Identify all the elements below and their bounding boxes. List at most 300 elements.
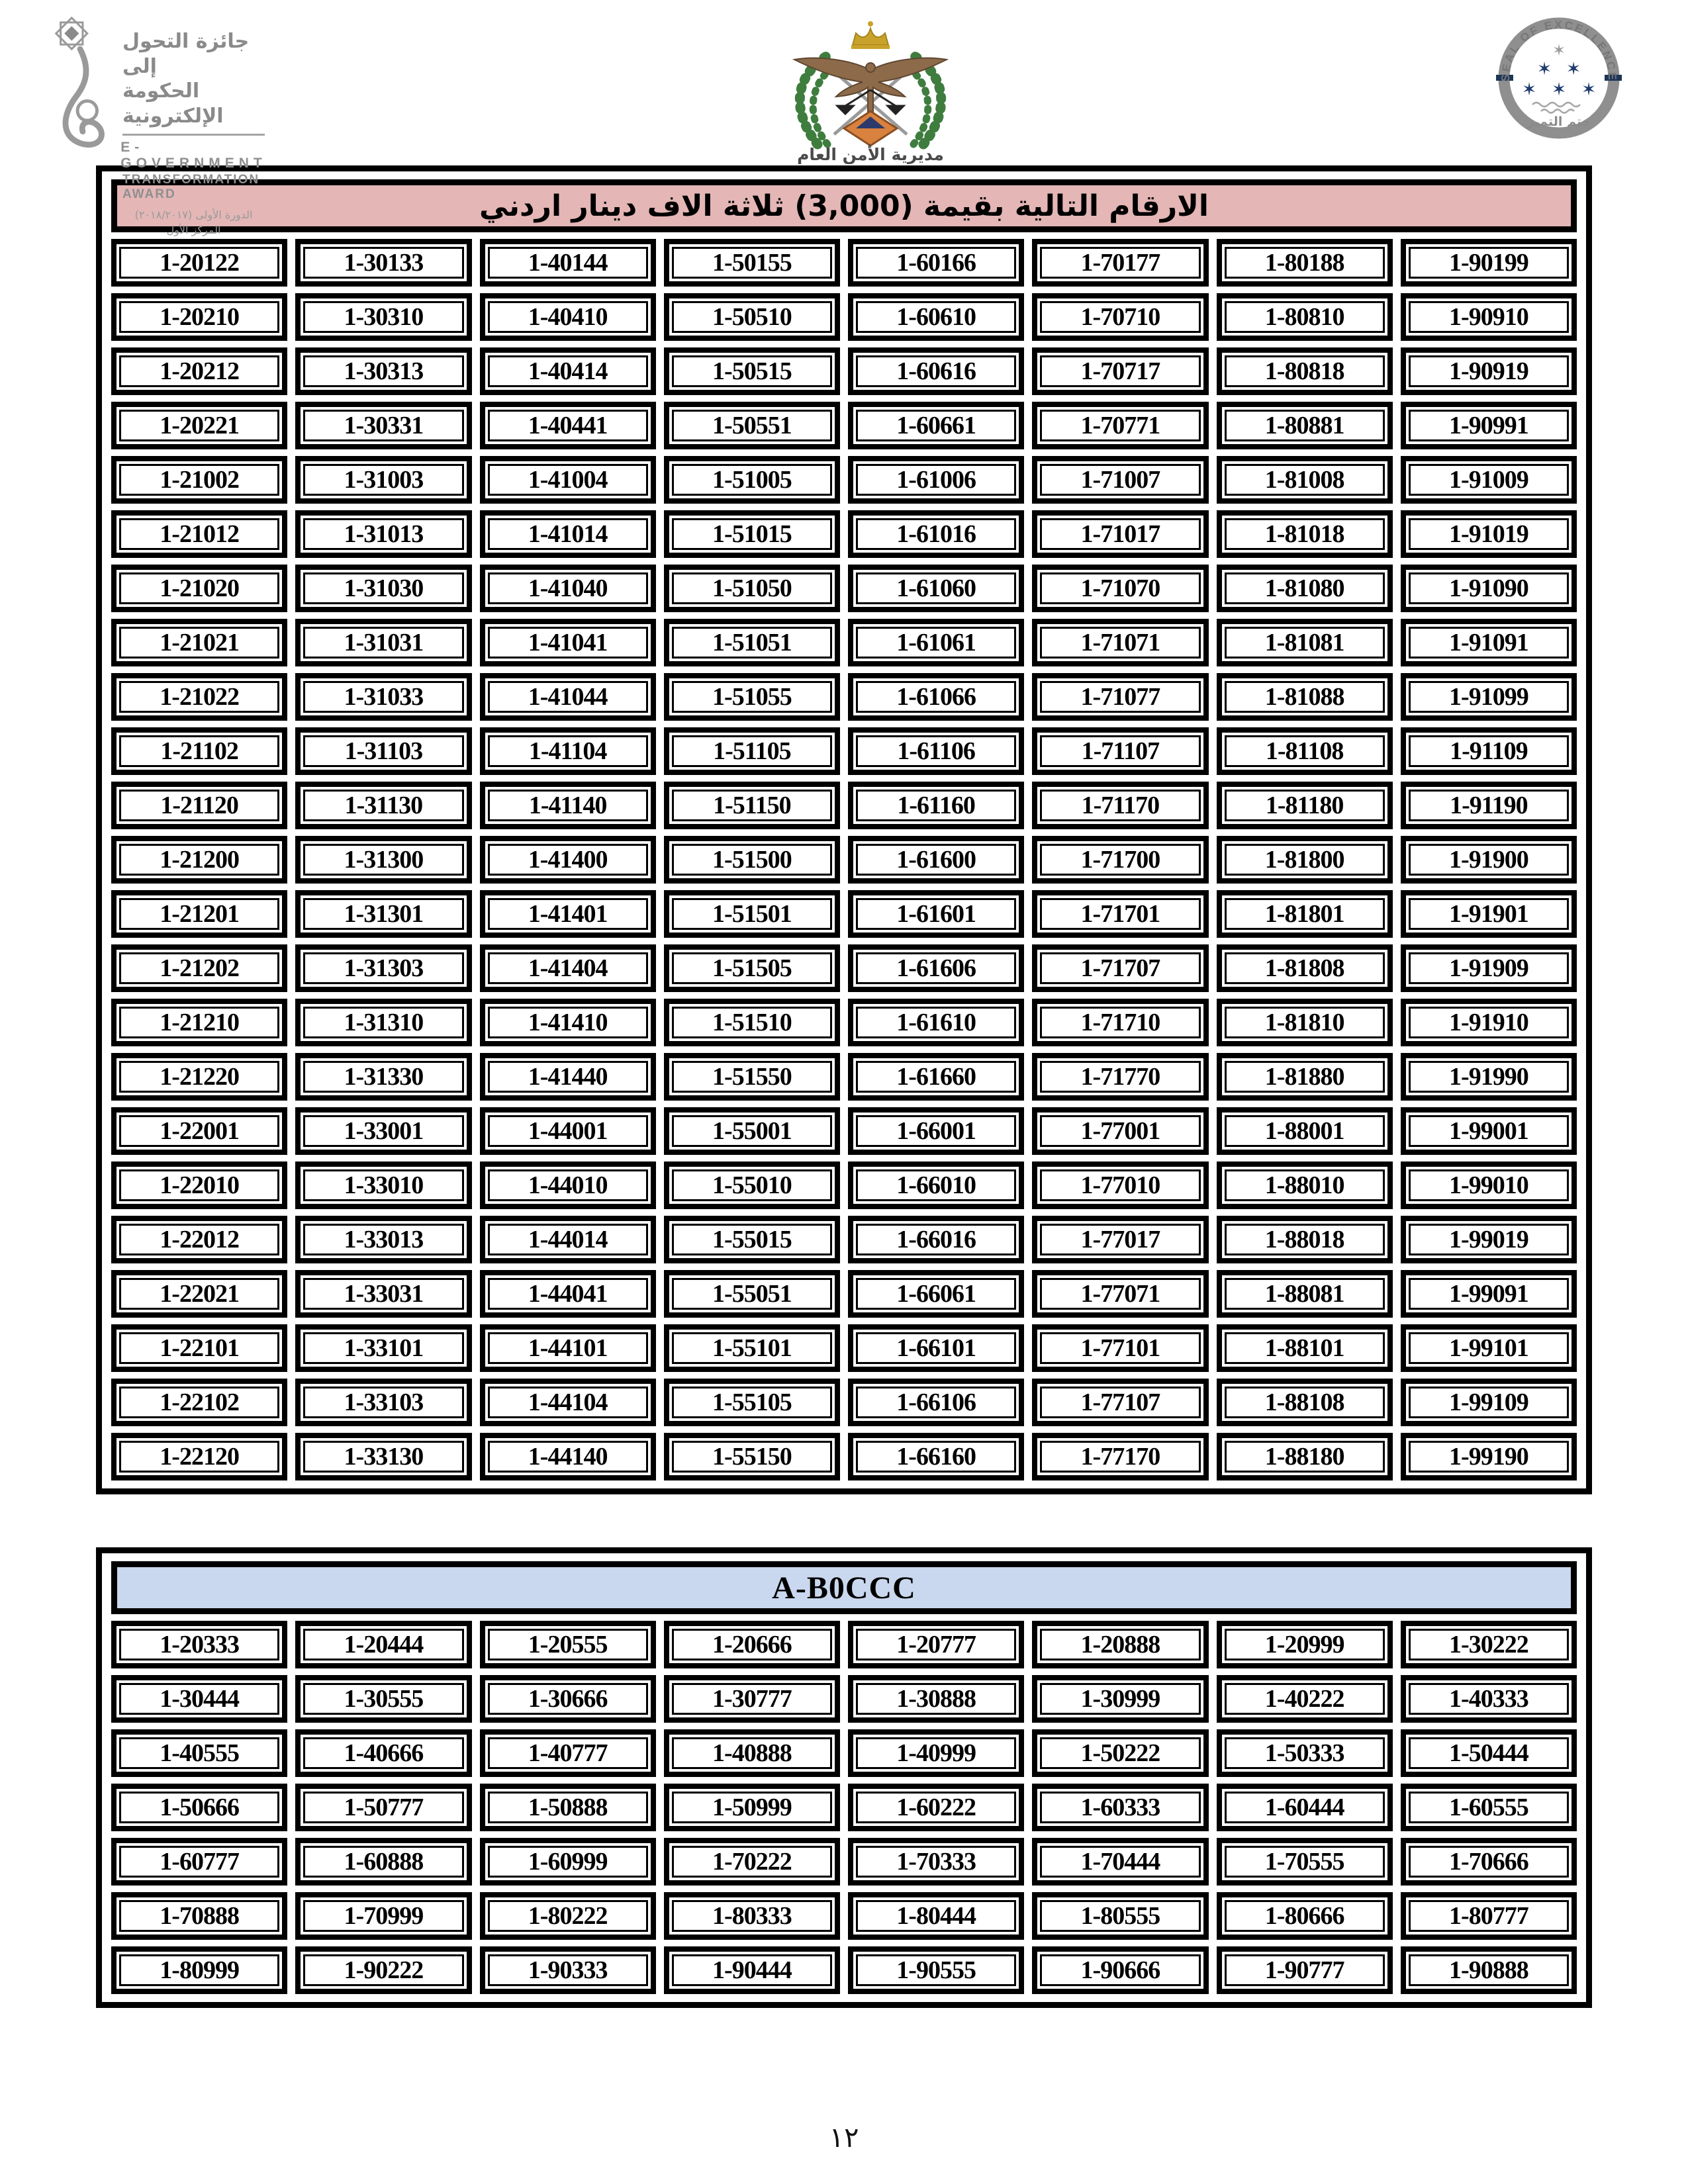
svg-text:✶: ✶	[1521, 79, 1537, 100]
number-value: 1-31030	[303, 572, 463, 604]
number-value: 1-71071	[1040, 627, 1200, 659]
number-value: 1-40441	[488, 410, 648, 441]
number-cell	[1032, 1675, 1208, 1723]
number-cell	[1217, 673, 1393, 721]
number-cell	[1032, 402, 1208, 449]
number-cell	[1032, 1107, 1208, 1155]
number-value: 1-66010	[856, 1169, 1016, 1201]
number-value: 1-60888	[303, 1846, 463, 1878]
number-cell	[1217, 1729, 1393, 1777]
number-cell	[848, 999, 1024, 1046]
series-table-title: A-B0CCC	[111, 1561, 1577, 1614]
number-cell	[1217, 1053, 1393, 1101]
number-value: 1-30133	[303, 247, 463, 279]
number-cell	[664, 1838, 840, 1886]
number-value: 1-61016	[856, 518, 1016, 550]
number-value: 1-44101	[488, 1332, 648, 1364]
number-cell	[1032, 1838, 1208, 1886]
number-value: 1-41041	[488, 627, 648, 659]
number-cell	[1032, 836, 1208, 884]
number-value: 1-40410	[488, 301, 648, 333]
number-value: 1-70333	[856, 1846, 1016, 1878]
number-cell	[111, 944, 287, 992]
number-cell	[111, 510, 287, 558]
number-cell	[1401, 456, 1577, 504]
number-cell	[1217, 239, 1393, 287]
number-value: 1-30888	[856, 1683, 1016, 1715]
number-cell	[1401, 673, 1577, 721]
number-cell	[295, 510, 471, 558]
egov-english-line2: TRANSFORMATION AWARD	[122, 173, 260, 201]
number-cell	[1401, 1107, 1577, 1155]
number-value: 1-80818	[1225, 355, 1385, 387]
number-cell	[1401, 1946, 1577, 1994]
seal-small-script-icon	[1532, 103, 1580, 113]
number-value: 1-22120	[119, 1441, 279, 1473]
number-cell	[480, 999, 656, 1046]
number-cell	[664, 1433, 840, 1480]
number-cell	[111, 1621, 287, 1668]
number-value: 1-81018	[1225, 518, 1385, 550]
number-cell	[480, 1379, 656, 1426]
number-cell	[111, 1053, 287, 1101]
number-cell	[295, 239, 471, 287]
number-value: 1-91091	[1409, 627, 1569, 659]
egov-sub-line2: المركز الأول	[166, 224, 221, 236]
number-cell	[1032, 1053, 1208, 1101]
number-value: 1-55010	[672, 1169, 832, 1201]
number-cell	[664, 619, 840, 666]
number-value: 1-66160	[856, 1441, 1016, 1473]
number-cell	[1401, 1729, 1577, 1777]
number-value: 1-99010	[1409, 1169, 1569, 1201]
number-cell	[664, 1621, 840, 1668]
number-value: 1-60444	[1225, 1792, 1385, 1823]
number-cell	[1401, 1324, 1577, 1372]
number-cell	[480, 890, 656, 938]
number-cell	[848, 1621, 1024, 1668]
number-cell	[480, 1621, 656, 1668]
number-value: 1-60661	[856, 410, 1016, 441]
number-value: 1-61660	[856, 1061, 1016, 1093]
number-value: 1-44014	[488, 1224, 648, 1255]
prize-table-grid	[111, 239, 1577, 1480]
number-value: 1-60999	[488, 1846, 648, 1878]
number-value: 1-20212	[119, 355, 279, 387]
egov-award-text	[122, 12, 265, 236]
number-value: 1-33013	[303, 1224, 463, 1255]
number-value: 1-60333	[1040, 1792, 1200, 1823]
number-value: 1-31013	[303, 518, 463, 550]
number-value: 1-21201	[119, 898, 279, 930]
number-cell	[848, 1892, 1024, 1940]
number-value: 1-77017	[1040, 1224, 1200, 1255]
number-cell	[295, 1270, 471, 1318]
number-value: 1-91109	[1409, 735, 1569, 767]
svg-text:✶: ✶	[1536, 59, 1552, 79]
number-value: 1-77071	[1040, 1278, 1200, 1310]
number-value: 1-33103	[303, 1387, 463, 1418]
number-cell	[1032, 510, 1208, 558]
number-cell	[111, 782, 287, 829]
number-cell	[480, 1729, 656, 1777]
number-cell	[111, 1675, 287, 1723]
number-cell	[848, 456, 1024, 504]
number-cell	[1032, 1433, 1208, 1480]
number-value: 1-71701	[1040, 898, 1200, 930]
number-value: 1-20999	[1225, 1629, 1385, 1661]
number-cell	[295, 1379, 471, 1426]
number-value: 1-22001	[119, 1115, 279, 1147]
number-value: 1-80999	[119, 1954, 279, 1986]
seal-of-excellence-icon	[1476, 12, 1642, 151]
number-value: 1-90666	[1040, 1954, 1200, 1986]
number-cell	[480, 782, 656, 829]
number-cell	[664, 1892, 840, 1940]
number-value: 1-91009	[1409, 464, 1569, 496]
number-value: 1-71070	[1040, 572, 1200, 604]
number-cell	[1032, 1784, 1208, 1831]
number-value: 1-21020	[119, 572, 279, 604]
number-cell	[848, 1216, 1024, 1263]
number-cell	[848, 565, 1024, 612]
number-value: 1-90555	[856, 1954, 1016, 1986]
number-cell	[480, 1161, 656, 1209]
number-cell	[1217, 782, 1393, 829]
number-value: 1-88018	[1225, 1224, 1385, 1255]
number-cell	[1217, 1838, 1393, 1886]
number-value: 1-21102	[119, 735, 279, 767]
number-cell	[1217, 1216, 1393, 1263]
number-cell	[1217, 1270, 1393, 1318]
number-cell	[1217, 510, 1393, 558]
number-cell	[1401, 890, 1577, 938]
number-cell	[480, 1270, 656, 1318]
number-value: 1-66001	[856, 1115, 1016, 1147]
number-cell	[1032, 782, 1208, 829]
number-value: 1-51501	[672, 898, 832, 930]
number-cell	[1401, 1216, 1577, 1263]
number-value: 1-80188	[1225, 247, 1385, 279]
number-value: 1-88001	[1225, 1115, 1385, 1147]
number-value: 1-55101	[672, 1332, 832, 1364]
number-cell	[848, 673, 1024, 721]
number-value: 1-55051	[672, 1278, 832, 1310]
number-cell	[1401, 1053, 1577, 1101]
number-value: 1-21012	[119, 518, 279, 550]
number-cell	[111, 239, 287, 287]
number-cell	[664, 782, 840, 829]
number-cell	[480, 727, 656, 775]
number-cell	[1217, 944, 1393, 992]
seal-bottom-text: ختم التميز	[1526, 114, 1591, 129]
number-cell	[295, 1946, 471, 1994]
number-value: 1-21021	[119, 627, 279, 659]
number-value: 1-81880	[1225, 1061, 1385, 1093]
number-value: 1-60222	[856, 1792, 1016, 1823]
number-value: 1-41004	[488, 464, 648, 496]
number-value: 1-40555	[119, 1737, 279, 1769]
number-value: 1-91990	[1409, 1061, 1569, 1093]
number-cell	[1032, 1270, 1208, 1318]
number-value: 1-80777	[1409, 1900, 1569, 1932]
number-value: 1-61600	[856, 844, 1016, 876]
number-value: 1-61106	[856, 735, 1016, 767]
number-value: 1-90333	[488, 1954, 648, 1986]
number-cell	[1401, 727, 1577, 775]
number-value: 1-20333	[119, 1629, 279, 1661]
number-cell	[111, 565, 287, 612]
number-cell	[295, 1053, 471, 1101]
number-value: 1-50515	[672, 355, 832, 387]
number-value: 1-50510	[672, 301, 832, 333]
prize-table	[96, 165, 1592, 1494]
number-value: 1-60610	[856, 301, 1016, 333]
number-cell	[480, 239, 656, 287]
number-cell	[1032, 890, 1208, 938]
number-value: 1-61066	[856, 681, 1016, 713]
number-cell	[1217, 890, 1393, 938]
number-cell	[111, 1270, 287, 1318]
number-value: 1-80222	[488, 1900, 648, 1932]
number-cell	[848, 347, 1024, 395]
number-value: 1-50888	[488, 1792, 648, 1823]
number-cell	[480, 1324, 656, 1372]
number-value: 1-60616	[856, 355, 1016, 387]
number-cell	[480, 1675, 656, 1723]
number-value: 1-70666	[1409, 1846, 1569, 1878]
number-value: 1-80666	[1225, 1900, 1385, 1932]
number-cell	[848, 1838, 1024, 1886]
number-cell	[848, 1161, 1024, 1209]
number-cell	[111, 1729, 287, 1777]
egov-english-line1: E-GOVERNMENT	[120, 140, 267, 171]
number-value: 1-22012	[119, 1224, 279, 1255]
number-cell	[111, 1324, 287, 1372]
number-cell	[848, 1729, 1024, 1777]
number-cell	[848, 619, 1024, 666]
number-value: 1-33001	[303, 1115, 463, 1147]
number-value: 1-70710	[1040, 301, 1200, 333]
svg-text:✶: ✶	[1566, 59, 1581, 79]
number-cell	[1032, 239, 1208, 287]
number-value: 1-44001	[488, 1115, 648, 1147]
number-value: 1-51055	[672, 681, 832, 713]
number-value: 1-91019	[1409, 518, 1569, 550]
number-cell	[848, 1053, 1024, 1101]
number-value: 1-21120	[119, 790, 279, 821]
number-value: 1-81800	[1225, 844, 1385, 876]
number-value: 1-90888	[1409, 1954, 1569, 1986]
crown-icon	[851, 21, 890, 49]
number-cell	[1401, 1838, 1577, 1886]
number-cell	[1032, 1161, 1208, 1209]
number-value: 1-61060	[856, 572, 1016, 604]
number-cell	[664, 293, 840, 341]
number-value: 1-60555	[1409, 1792, 1569, 1823]
number-value: 1-70717	[1040, 355, 1200, 387]
number-cell	[848, 239, 1024, 287]
page-footer	[0, 2121, 1688, 2154]
number-cell	[1401, 1784, 1577, 1831]
number-cell	[295, 1107, 471, 1155]
number-value: 1-41404	[488, 952, 648, 984]
number-cell	[111, 890, 287, 938]
number-value: 1-81108	[1225, 735, 1385, 767]
number-value: 1-91910	[1409, 1007, 1569, 1038]
number-cell	[295, 402, 471, 449]
number-cell	[480, 1892, 656, 1940]
number-cell	[1217, 1946, 1393, 1994]
number-cell	[848, 1379, 1024, 1426]
number-cell	[1401, 293, 1577, 341]
number-value: 1-44041	[488, 1278, 648, 1310]
number-value: 1-33101	[303, 1332, 463, 1364]
number-cell	[295, 1729, 471, 1777]
number-cell	[295, 782, 471, 829]
number-cell	[848, 836, 1024, 884]
number-value: 1-66061	[856, 1278, 1016, 1310]
number-value: 1-51051	[672, 627, 832, 659]
shield-icon	[844, 111, 897, 146]
number-cell	[664, 1107, 840, 1155]
number-value: 1-51500	[672, 844, 832, 876]
number-cell	[295, 1784, 471, 1831]
svg-text:✶: ✶	[1552, 41, 1566, 60]
number-cell	[848, 890, 1024, 938]
number-cell	[295, 565, 471, 612]
number-value: 1-33010	[303, 1169, 463, 1201]
number-value: 1-41104	[488, 735, 648, 767]
number-cell	[848, 782, 1024, 829]
number-cell	[664, 239, 840, 287]
number-value: 1-31301	[303, 898, 463, 930]
number-value: 1-90199	[1409, 247, 1569, 279]
number-value: 1-51505	[672, 952, 832, 984]
number-value: 1-55015	[672, 1224, 832, 1255]
number-value: 1-71770	[1040, 1061, 1200, 1093]
number-cell	[1032, 1729, 1208, 1777]
number-value: 1-21200	[119, 844, 279, 876]
seal-of-excellence-logo	[1476, 12, 1642, 154]
number-cell	[111, 1784, 287, 1831]
number-cell	[1032, 565, 1208, 612]
number-value: 1-44010	[488, 1169, 648, 1201]
number-value: 1-71710	[1040, 1007, 1200, 1038]
number-cell	[1032, 727, 1208, 775]
number-value: 1-40333	[1409, 1683, 1569, 1715]
number-cell	[1401, 1161, 1577, 1209]
number-cell	[848, 1270, 1024, 1318]
number-value: 1-70444	[1040, 1846, 1200, 1878]
number-value: 1-31003	[303, 464, 463, 496]
number-value: 1-91900	[1409, 844, 1569, 876]
number-cell	[480, 619, 656, 666]
number-value: 1-77010	[1040, 1169, 1200, 1201]
number-cell	[1032, 1892, 1208, 1940]
number-cell	[1401, 239, 1577, 287]
number-cell	[1217, 1784, 1393, 1831]
number-cell	[664, 1053, 840, 1101]
number-value: 1-31103	[303, 735, 463, 767]
number-value: 1-91909	[1409, 952, 1569, 984]
number-cell	[1401, 619, 1577, 666]
number-value: 1-50222	[1040, 1737, 1200, 1769]
number-value: 1-22021	[119, 1278, 279, 1310]
number-value: 1-71007	[1040, 464, 1200, 496]
number-cell	[1401, 1433, 1577, 1480]
number-value: 1-81810	[1225, 1007, 1385, 1038]
number-value: 1-50551	[672, 410, 832, 441]
number-value: 1-91901	[1409, 898, 1569, 930]
number-value: 1-50333	[1225, 1737, 1385, 1769]
number-cell	[664, 1161, 840, 1209]
number-cell	[664, 890, 840, 938]
number-value: 1-88010	[1225, 1169, 1385, 1201]
number-value: 1-20221	[119, 410, 279, 441]
number-value: 1-30666	[488, 1683, 648, 1715]
number-value: 1-61160	[856, 790, 1016, 821]
number-cell	[848, 402, 1024, 449]
number-cell	[1217, 1324, 1393, 1372]
number-cell	[1217, 999, 1393, 1046]
series-table	[96, 1547, 1592, 2008]
number-cell	[480, 1784, 656, 1831]
number-cell	[1217, 402, 1393, 449]
number-value: 1-22102	[119, 1387, 279, 1418]
number-cell	[111, 347, 287, 395]
number-value: 1-60166	[856, 247, 1016, 279]
prize-table-title: الارقام التالية بقيمة (3,000) ثلاثة الاف دينار اردني	[111, 179, 1577, 232]
number-value: 1-30331	[303, 410, 463, 441]
number-cell	[1032, 619, 1208, 666]
number-value: 1-90991	[1409, 410, 1569, 441]
number-value: 1-70999	[303, 1900, 463, 1932]
number-value: 1-81080	[1225, 572, 1385, 604]
number-cell	[480, 1053, 656, 1101]
number-cell	[295, 1892, 471, 1940]
number-cell	[1217, 1892, 1393, 1940]
number-value: 1-20555	[488, 1629, 648, 1661]
number-cell	[1401, 836, 1577, 884]
number-value: 1-51105	[672, 735, 832, 767]
number-value: 1-99109	[1409, 1387, 1569, 1418]
number-cell	[1032, 944, 1208, 992]
number-value: 1-88081	[1225, 1278, 1385, 1310]
egov-sub-line1: الدورة الأولى (٢٠١٨/٢٠١٧)	[134, 208, 253, 221]
number-cell	[1032, 456, 1208, 504]
number-cell	[295, 1216, 471, 1263]
number-value: 1-31303	[303, 952, 463, 984]
number-value: 1-61006	[856, 464, 1016, 496]
number-cell	[664, 1216, 840, 1263]
number-value: 1-20444	[303, 1629, 463, 1661]
number-value: 1-33130	[303, 1441, 463, 1473]
number-value: 1-90777	[1225, 1954, 1385, 1986]
number-value: 1-20777	[856, 1629, 1016, 1661]
number-cell	[295, 836, 471, 884]
number-cell	[664, 402, 840, 449]
number-cell	[1032, 673, 1208, 721]
egov-divider	[122, 134, 265, 136]
number-value: 1-70222	[672, 1846, 832, 1878]
number-value: 1-55105	[672, 1387, 832, 1418]
number-cell	[480, 1946, 656, 1994]
number-value: 1-41040	[488, 572, 648, 604]
svg-text:✶: ✶	[1551, 79, 1567, 100]
number-cell	[664, 944, 840, 992]
number-value: 1-22101	[119, 1332, 279, 1364]
